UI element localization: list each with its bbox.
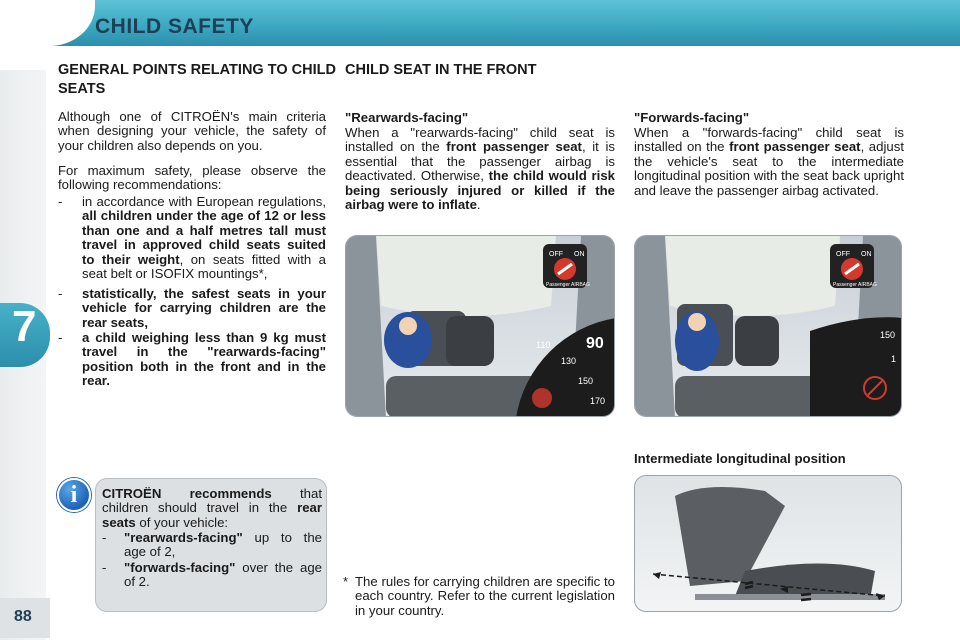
- text-emphasis: the child would risk being seriously injured or killed if the airbag were to inflate: [345, 168, 615, 213]
- child-head: [688, 313, 706, 331]
- info-part: up to the age of 2,: [124, 530, 322, 560]
- footnote-text: The rules for carrying children are specific to each country. Refer to the current legislation in your country.: [355, 574, 615, 618]
- list-item-part: in accordance with European regulations,: [82, 194, 326, 209]
- speedo-tick-label: 150: [880, 330, 896, 340]
- footnote: [343, 575, 615, 618]
- info-part: over the age of 2.: [124, 560, 322, 590]
- driver-seat: [446, 316, 494, 366]
- seat-rail: [695, 594, 885, 600]
- speedo-tick-label: 150: [578, 376, 594, 386]
- footnote-star: *: [343, 574, 349, 589]
- text-part: When a "forwards-facing" child seat is installed on the: [634, 125, 904, 155]
- general-points-recommendation: For maximum safety, please observe the following recommendations:: [58, 163, 326, 193]
- list-item: [58, 287, 326, 330]
- seat-adjustment-illustration: [634, 475, 902, 612]
- speedo-tick-label: 110: [536, 340, 551, 350]
- list-item: [58, 195, 326, 281]
- info-box: [95, 478, 327, 612]
- list-dash: -: [102, 560, 107, 575]
- airbag-warning-lamp-icon: [532, 388, 552, 408]
- rearwards-facing-text: [345, 126, 615, 212]
- text-part: When a "rearwards-facing" child seat is installed on the: [345, 125, 615, 155]
- text-part: .: [476, 197, 481, 213]
- child-head: [399, 317, 417, 335]
- switch-caption: Passenger AIRBAG: [833, 282, 877, 288]
- list-dash: -: [58, 194, 63, 209]
- list-item-text: a child weighing less than 9 kg must travel in the "rearwards-facing" position both in the front and in the rear.: [82, 330, 326, 389]
- info-part: of your vehicle:: [135, 514, 229, 530]
- arrow-left-icon: [653, 572, 661, 579]
- info-list-item: [102, 531, 322, 560]
- info-emphasis: rear seats: [102, 500, 322, 530]
- list-item-part: , on seats fitted with a seat belt or ISOFIX mountings*,: [82, 251, 326, 282]
- switch-on-label: ON: [861, 251, 872, 258]
- switch-off-label: OFF: [836, 251, 850, 258]
- speedo-big-number: 90: [586, 335, 604, 352]
- forwards-facing-text: [634, 126, 904, 198]
- intermediate-position-heading: Intermediate longitudinal position: [634, 451, 846, 466]
- speedo-tick-label: 130: [561, 356, 577, 366]
- page-title: CHILD SAFETY: [95, 15, 254, 38]
- text-part: , it is essential that the passenger airbag is deactivated. Otherwise,: [345, 139, 615, 184]
- info-list-text: [124, 531, 322, 560]
- list-item-emphasis: all children under the age of 12 or less than one and a half metres tall must travel in approved child seats suited to their weight: [82, 208, 326, 267]
- list-dash: -: [58, 286, 63, 301]
- info-icon: i: [57, 478, 91, 512]
- general-points-intro: Although one of CITROËN's main criteria when designing your vehicle, the safety of your children also depends on you.: [58, 109, 326, 153]
- info-text: [102, 487, 322, 530]
- speedo-tick-label: 170: [590, 396, 606, 406]
- driver-seat: [735, 316, 779, 366]
- page-number: 88: [14, 608, 32, 625]
- info-list-item: [102, 561, 322, 590]
- info-part: that children should travel in the: [102, 486, 322, 516]
- text-part: , adjust the vehicle's seat to the intermediate longitudinal position with the seat back upright and leave the passenger airbag activated.: [634, 139, 904, 198]
- text-emphasis: front passenger seat: [446, 139, 582, 155]
- list-dash: -: [102, 530, 107, 545]
- info-emphasis: "rearwards-facing": [124, 530, 243, 545]
- child-seat-front-heading: CHILD SEAT IN THE FRONT: [345, 62, 537, 78]
- rearwards-facing-heading: "Rearwards-facing": [345, 110, 469, 125]
- switch-off-label: OFF: [549, 251, 563, 258]
- list-item-text: statistically, the safest seats in your vehicle for carrying children are the rear seats,: [82, 286, 326, 330]
- info-emphasis: "forwards-facing": [124, 560, 236, 575]
- list-dash: -: [58, 330, 63, 345]
- forwards-facing-heading: "Forwards-facing": [634, 110, 750, 125]
- info-list-text: [124, 561, 322, 590]
- forwards-facing-illustration: [634, 235, 902, 417]
- chapter-number: 7: [12, 302, 37, 351]
- list-item-text: [82, 195, 326, 281]
- general-points-heading: GENERAL POINTS RELATING TO CHILD SEATS: [58, 62, 336, 97]
- switch-caption: Passenger AIRBAG: [546, 282, 590, 288]
- rearwards-facing-illustration: [345, 235, 615, 417]
- windscreen: [376, 236, 556, 316]
- seat-cushion: [735, 564, 875, 597]
- list-item: [58, 331, 326, 389]
- switch-on-label: ON: [574, 251, 585, 258]
- text-emphasis: front passenger seat: [729, 139, 861, 155]
- speedo-tick-label: 1: [891, 354, 897, 364]
- info-brand: CITROËN recommends: [102, 486, 272, 501]
